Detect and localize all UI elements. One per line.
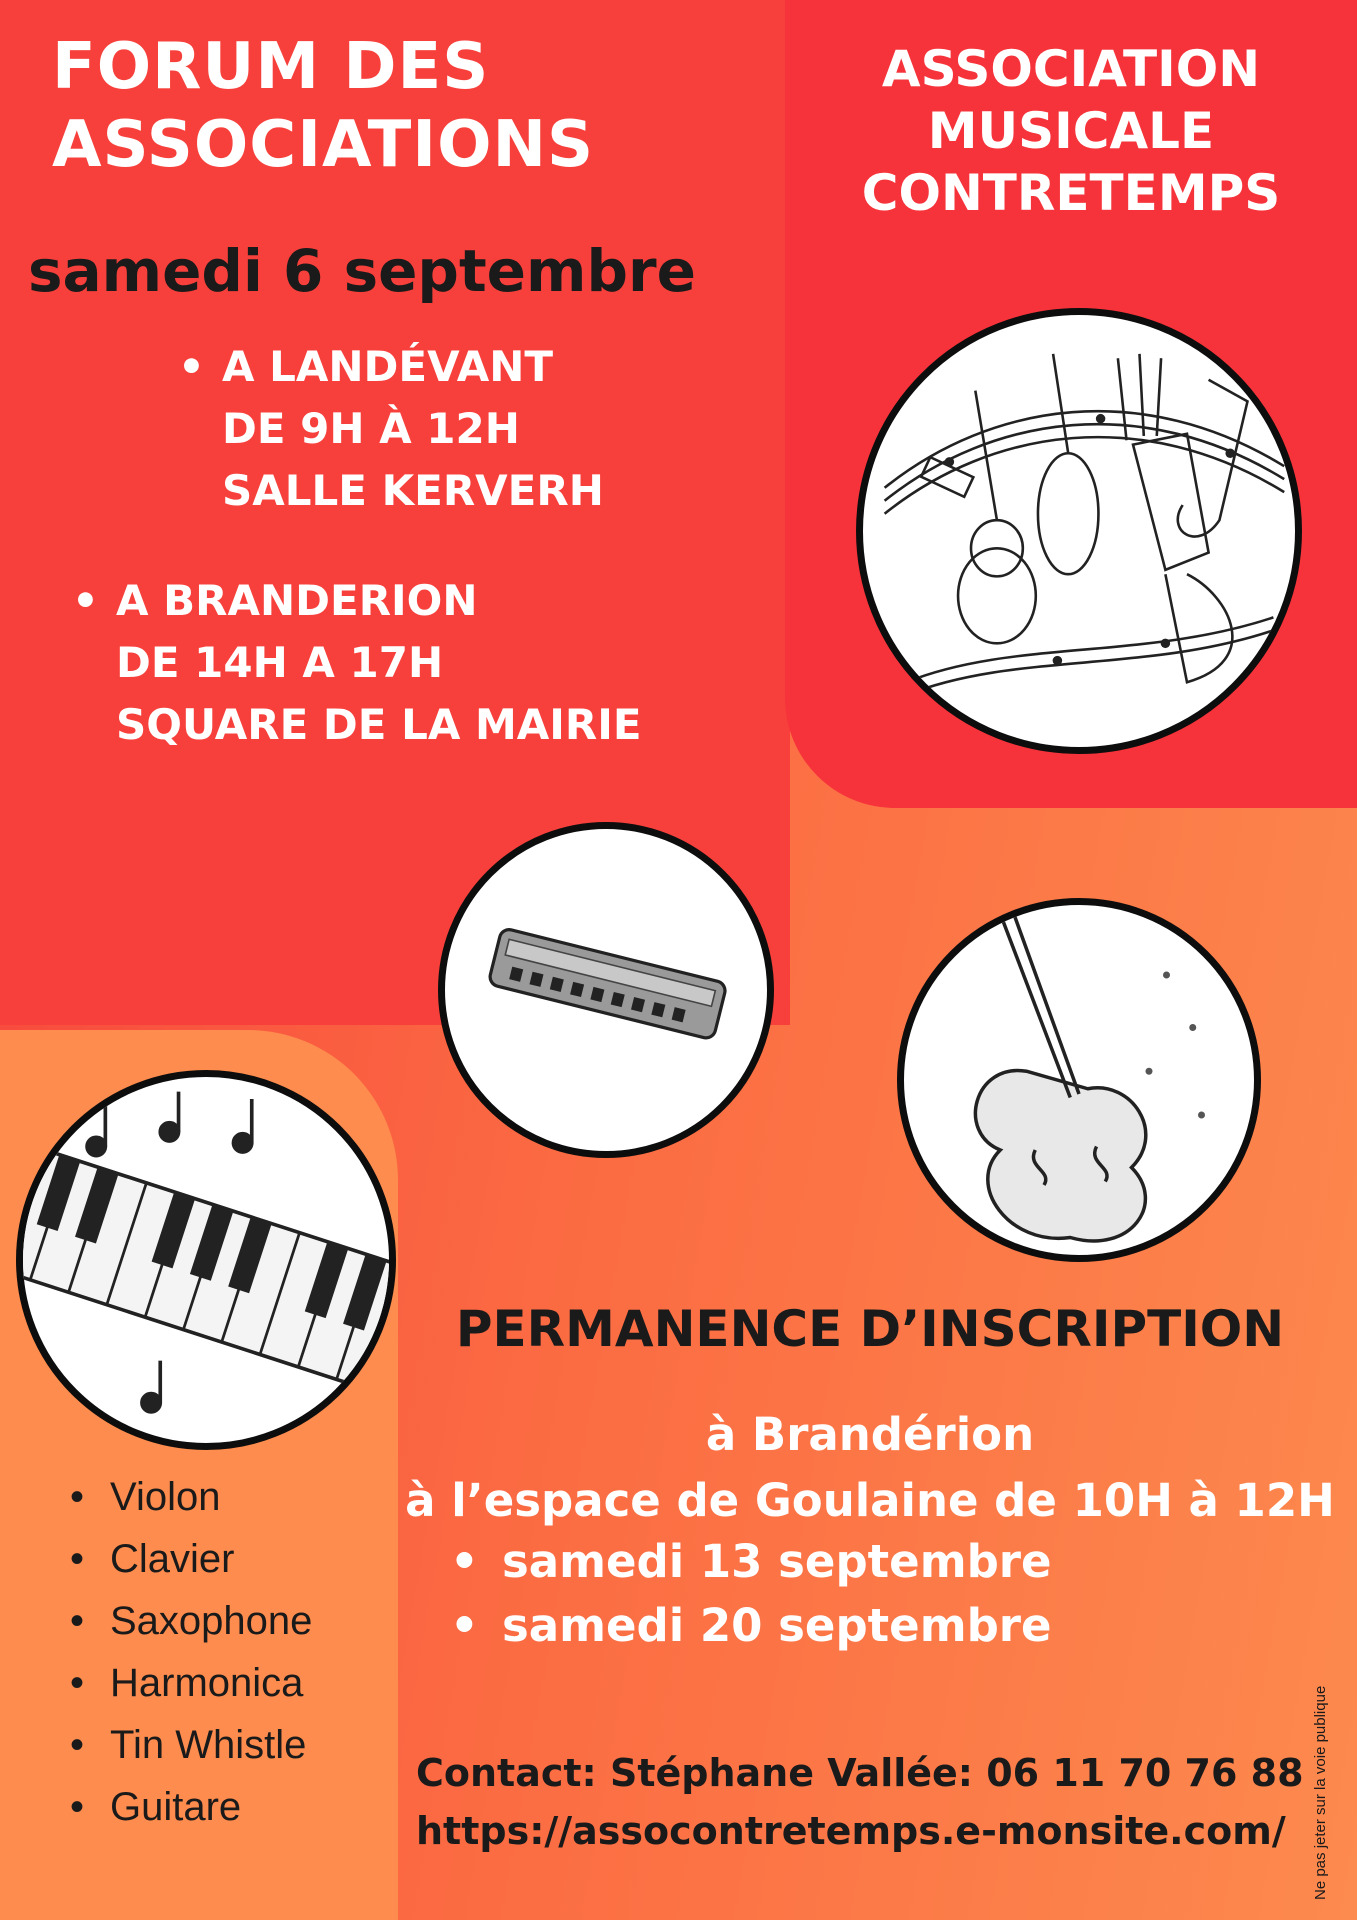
bullet: • xyxy=(70,1599,85,1643)
registration-date-item xyxy=(450,1530,1052,1594)
instruments-collage-icon xyxy=(863,315,1295,747)
registration-town: à Brandérion xyxy=(705,1408,1035,1461)
forum-title xyxy=(52,28,752,184)
forum-title-line1: FORUM DES xyxy=(52,30,490,104)
harmonica-image xyxy=(438,822,774,1158)
instruments-collage-image xyxy=(856,308,1302,754)
instrument-name: Clavier xyxy=(110,1537,235,1581)
association-title-line3: CONTRETEMPS xyxy=(861,164,1281,222)
instrument-name: Violon xyxy=(110,1475,221,1519)
venue-town: A BRANDERION xyxy=(116,576,478,625)
registration-venue-hours: à l’espace de Goulaine de 10H à 12H xyxy=(405,1474,1335,1527)
bullet: • xyxy=(450,1599,479,1652)
bullet: • xyxy=(70,1723,85,1767)
venue-place: SQUARE DE LA MAIRIE xyxy=(116,700,642,749)
association-title-line1: ASSOCIATION xyxy=(881,40,1261,98)
venue-hours: DE 14H A 17H xyxy=(116,638,444,687)
list-item xyxy=(70,1528,312,1590)
forum-title-line2: ASSOCIATIONS xyxy=(52,108,595,182)
venue-place: SALLE KERVERH xyxy=(222,466,604,515)
instrument-name: Harmonica xyxy=(110,1661,304,1705)
instrument-name: Tin Whistle xyxy=(110,1723,307,1767)
list-item xyxy=(70,1714,312,1776)
registration-date-item xyxy=(450,1594,1052,1658)
forum-date: samedi 6 septembre xyxy=(28,237,696,305)
instrument-name: Saxophone xyxy=(110,1599,313,1643)
instrument-name: Guitare xyxy=(110,1785,242,1829)
instrument-list xyxy=(70,1466,312,1838)
registration-title: PERMANENCE D’INSCRIPTION xyxy=(455,1300,1285,1358)
contact-phone: Contact: Stéphane Vallée: 06 11 70 76 88 xyxy=(416,1751,1304,1795)
piano-keyboard-icon xyxy=(23,1077,389,1443)
violin-image xyxy=(897,898,1261,1262)
disclaimer: Ne pas jeter sur la voie publique xyxy=(1312,1685,1329,1900)
bullet: • xyxy=(72,576,99,625)
list-item xyxy=(70,1590,312,1652)
venue-landevant xyxy=(178,336,604,522)
violin-icon xyxy=(904,905,1254,1255)
bullet: • xyxy=(70,1661,85,1705)
bullet: • xyxy=(178,342,205,391)
registration-date-text: samedi 20 septembre xyxy=(502,1599,1052,1652)
list-item xyxy=(70,1652,312,1714)
venue-branderion xyxy=(72,570,642,756)
bullet: • xyxy=(70,1475,85,1519)
bullet: • xyxy=(450,1535,479,1588)
harmonica-icon xyxy=(445,829,767,1151)
venue-hours: DE 9H À 12H xyxy=(222,404,520,453)
association-title xyxy=(785,38,1357,224)
registration-dates xyxy=(450,1530,1052,1658)
venue-town: A LANDÉVANT xyxy=(222,342,554,391)
website-link[interactable]: https://assocontretemps.e-monsite.com/ xyxy=(416,1809,1286,1853)
association-title-line2: MUSICALE xyxy=(927,102,1215,160)
bullet: • xyxy=(70,1537,85,1581)
registration-date-text: samedi 13 septembre xyxy=(502,1535,1052,1588)
bullet: • xyxy=(70,1785,85,1829)
piano-keyboard-image xyxy=(16,1070,396,1450)
list-item xyxy=(70,1776,312,1838)
list-item xyxy=(70,1466,312,1528)
registration-place xyxy=(400,1402,1340,1534)
